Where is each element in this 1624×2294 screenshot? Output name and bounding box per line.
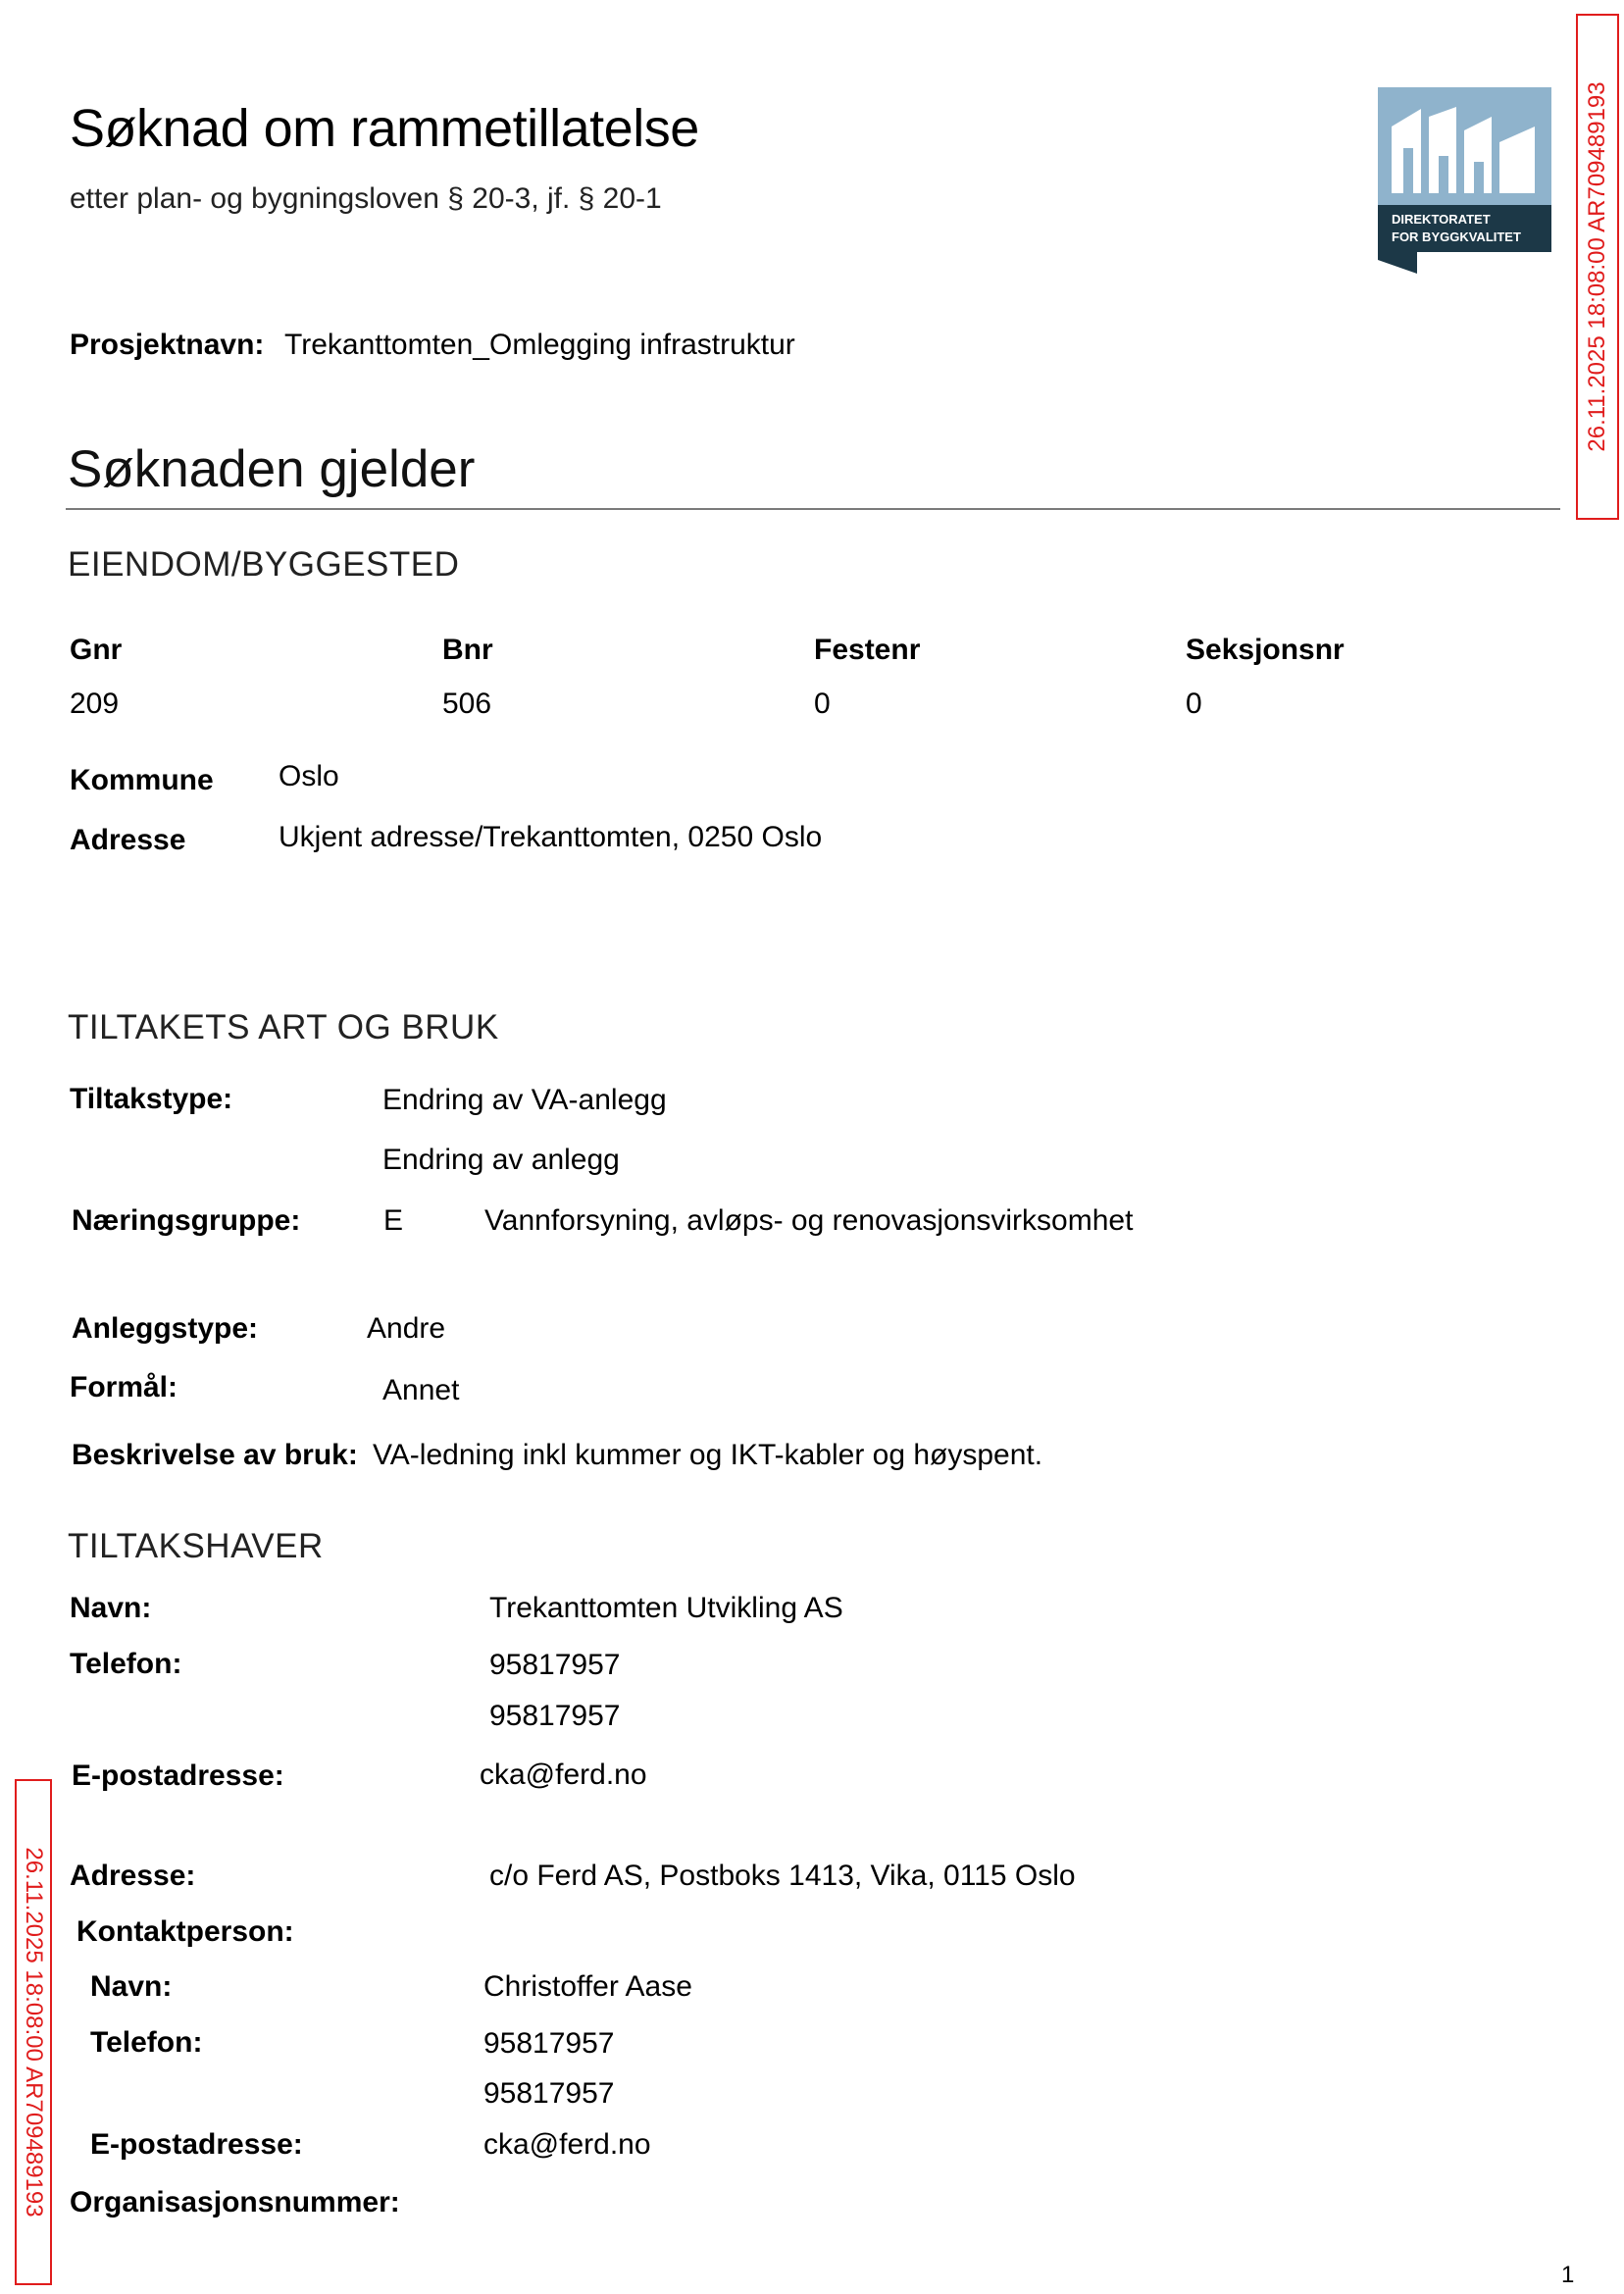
- formal-value: Annet: [382, 1374, 460, 1406]
- naeringsgruppe-label: Næringsgruppe:: [72, 1204, 301, 1237]
- kontakt-navn-label: Navn:: [90, 1970, 173, 2003]
- formal-label: Formål:: [70, 1371, 178, 1403]
- document-title: Søknad om rammetillatelse: [70, 99, 699, 158]
- tiltakstype-label: Tiltakstype:: [70, 1083, 233, 1115]
- seksjonsnr-value: 0: [1186, 688, 1202, 720]
- anleggstype-value: Andre: [367, 1312, 446, 1345]
- tiltakshaver-telefon-value-1: 95817957: [489, 1649, 621, 1681]
- dibk-logo: [1378, 87, 1551, 274]
- kommune-value: Oslo: [279, 760, 339, 792]
- tiltakshaver-adresse-value: c/o Ferd AS, Postboks 1413, Vika, 0115 Oslo: [489, 1860, 1076, 1892]
- gnr-label: Gnr: [70, 634, 123, 666]
- property-heading: EIENDOM/BYGGESTED: [68, 545, 460, 584]
- beskrivelse-value: VA-ledning inkl kummer og IKT-kabler og høyspent.: [373, 1439, 1043, 1471]
- kommune-label: Kommune: [70, 764, 214, 796]
- project-value: Trekanttomten_Omlegging infrastruktur: [284, 329, 795, 361]
- naeringsgruppe-value: Vannforsyning, avløps- og renovasjonsvirksomhet: [484, 1204, 1134, 1237]
- anleggstype-label: Anleggstype:: [72, 1312, 259, 1345]
- naeringsgruppe-code: E: [383, 1204, 404, 1237]
- seksjonsnr-label: Seksjonsnr: [1186, 634, 1345, 666]
- kontakt-telefon-value-1: 95817957: [483, 2027, 615, 2060]
- section-divider: [66, 508, 1560, 510]
- tiltakshaver-navn-label: Navn:: [70, 1592, 152, 1624]
- project-label: Prosjektnavn:: [70, 329, 265, 361]
- tiltakshaver-telefon-label: Telefon:: [70, 1648, 182, 1680]
- tiltakshaver-navn-value: Trekanttomten Utvikling AS: [489, 1592, 843, 1624]
- tiltakstype-value-1: Endring av VA-anlegg: [382, 1084, 667, 1116]
- tiltakshaver-epost-value: cka@ferd.no: [480, 1759, 647, 1791]
- section-title: Søknaden gjelder: [68, 440, 476, 498]
- kontaktperson-label: Kontaktperson:: [76, 1915, 294, 1948]
- timestamp-stamp-right: [1576, 14, 1619, 520]
- gnr-value: 209: [70, 688, 120, 720]
- bnr-label: Bnr: [442, 634, 493, 666]
- kontakt-telefon-label: Telefon:: [90, 2026, 203, 2059]
- stamp-text: 26.11.2025 18:08:00 AR709489193: [1584, 81, 1610, 452]
- logo-text-line2: FOR BYGGKVALITET: [1392, 229, 1521, 244]
- stamp-text-left: 26.11.2025 18:08:00 AR709489193: [21, 1847, 47, 2218]
- kontakt-telefon-value-2: 95817957: [483, 2077, 615, 2110]
- logo-text-line1: DIREKTORATET: [1392, 212, 1491, 227]
- beskrivelse-label: Beskrivelse av bruk:: [72, 1439, 358, 1471]
- page-number: 1: [1561, 2262, 1575, 2288]
- timestamp-stamp-left: [15, 1779, 52, 2285]
- bnr-value: 506: [442, 688, 492, 720]
- festenr-label: Festenr: [814, 634, 921, 666]
- tiltakshaver-epost-label: E-postadresse:: [72, 1759, 284, 1792]
- adresse-value: Ukjent adresse/Trekanttomten, 0250 Oslo: [279, 821, 823, 853]
- kontakt-epost-value: cka@ferd.no: [483, 2128, 651, 2161]
- tiltakstype-value-2: Endring av anlegg: [382, 1144, 620, 1176]
- tiltakshaver-adresse-label: Adresse:: [70, 1860, 196, 1892]
- tiltakshaver-telefon-value-2: 95817957: [489, 1700, 621, 1732]
- kontakt-epost-label: E-postadresse:: [90, 2128, 303, 2161]
- festenr-value: 0: [814, 688, 831, 720]
- tiltakshaver-heading: TILTAKSHAVER: [68, 1527, 324, 1565]
- tiltak-heading: TILTAKETS ART OG BRUK: [68, 1008, 499, 1046]
- organisasjonsnummer-label: Organisasjonsnummer:: [70, 2186, 400, 2218]
- kontakt-navn-value: Christoffer Aase: [483, 1970, 692, 2003]
- document-subtitle: etter plan- og bygningsloven § 20-3, jf. § 20-1: [70, 182, 662, 215]
- adresse-label: Adresse: [70, 824, 186, 856]
